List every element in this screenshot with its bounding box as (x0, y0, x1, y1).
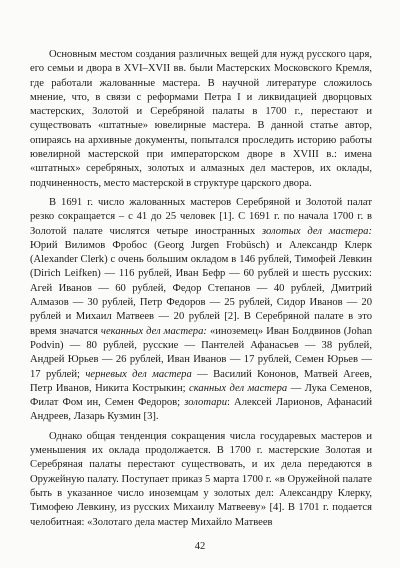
paragraph-2 (30, 196, 372, 425)
italic-term: чеканных дел мастера: (100, 325, 207, 337)
text-run: — Василий Кононов, Матвей Агеев, Петр Иванов, Никита Кострыкин; (30, 368, 372, 394)
italic-term: золотари (184, 397, 227, 409)
text-run: Однако общая тенденция сокращения числа государевых мастеров и уменьшения их оклада продолжается. В 1700 г. мастерские Золотая и Серебряная палаты перестают существовать, и их дела передаются в Оружейную палату. Поступает приказ 5 марта 1700 г. «в Оружейной палате быть в указанное число иноземцам у золотых дел: Александру Клерку, Тимофею Левкину, из русских Михаилу Матвееву» [4]. В 1701 г. подается челобитная: «Золотаго дела мастер Михайло Матвеев (30, 430, 372, 528)
text-run: Юрий Вилимов Фробос (Georg Jurgen Frobüsch) и Александр Клерк (Alexander Clerk) с очень большим окладом в 146 рублей, Тимофей Левкин (Dirich Leifken) — 116 рублей, Иван Бефр — 60 рублей и шесть русских: Агей Иванов — 60 рублей, Федор Степанов — 40 рублей, Дмитрий Алмазов — 30 рублей, Петр Федоров — 25 рублей, Сидор Иванов — 20 рублей и Михаил Матвеев — 20 рублей [2]. В Серебряной палате в это время значатся (30, 239, 372, 337)
paragraph-1 (30, 48, 372, 191)
italic-term: сканных дел мастера (189, 382, 288, 394)
page-number: 42 (194, 541, 206, 552)
text-run: В 1691 г. число жалованных мастеров Серебряной и Золотой палат резко сокращается – с 41 до 25 человек [1]. С 1691 г. по начала 1700 г. в Золотой палате числятся четыре иностранных (30, 196, 372, 237)
text-run: «иноземец» Иван Болдвинов (Johan Podvin) — 80 рублей, русские — Пантелей Афанасьев — 38 рублей, Андрей Юрьев — 26 рублей, Иван Иванов — 17 рублей, Семен Юрьев — 17 рублей; (30, 325, 372, 380)
italic-term: золотых дел мастера: (262, 225, 372, 237)
italic-term: черневых дел мастера (85, 368, 192, 380)
text-run: Основным местом создания различных вещей для нужд русского царя, его семьи и двора в XVI–XVII вв. были Мастерских Московского Кремля, где работали жалованные мастера. В научной литературе сложилось мнение, что, в связи с реформами Петра I и ликвидацией дворцовых мастерских, Золотой и Серебряной палаты в 1700 г., перестают и существовать «штатные» ювелирные мастера. В данной статье автор, опираясь на архивные документы, попытался проследить историю работы ювелирной мастерской при императорском дворе в XVIII в.: имена «штатных» серебряных, золотых и алмазных дел мастеров, их оклады, подчиненность, место мастерской в структуре царского двора. (30, 49, 372, 189)
text-run: : Алексей Ларионов, Афанасий Андреев, Лазарь Кузмин [3]. (30, 397, 372, 423)
paragraph-3 (30, 430, 372, 530)
body-text (30, 48, 372, 530)
text-run: — Лука Семенов, Филат Фом ин, Семен Федоров; (30, 382, 372, 409)
